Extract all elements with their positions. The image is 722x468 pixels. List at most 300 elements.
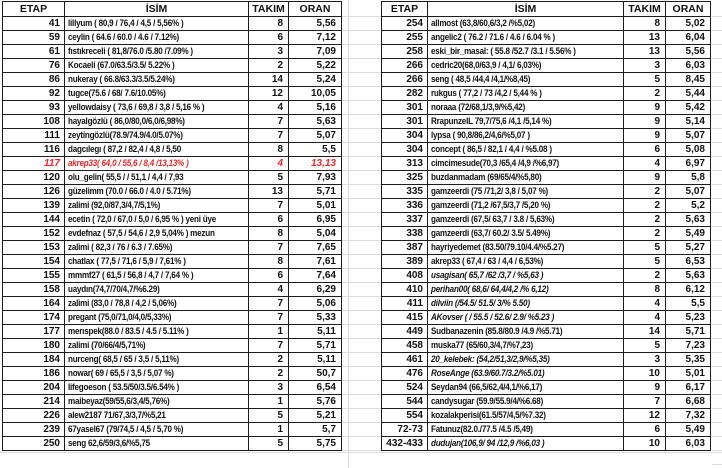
cell-oran[interactable]: 6,68	[666, 395, 711, 409]
cell-isim[interactable]: RrapunzelL 79,7/75,6 /4,1 /5,14 %)	[428, 115, 624, 129]
cell-takim[interactable]: 5	[249, 171, 289, 185]
cell-etap[interactable]: 432-433	[382, 437, 428, 451]
cell-isim[interactable]: merıspek(88.0 / 83.5 / 4.5 / 5.11% )	[65, 325, 249, 339]
cell-oran[interactable]: 5,71	[666, 325, 711, 339]
cell-isim[interactable]: akrep33 ( 67,4 / 63 / 4,4 / 6,53%)	[428, 255, 624, 269]
cell-etap[interactable]: 174	[3, 311, 65, 325]
table-row	[3, 353, 342, 367]
column-header-isim[interactable]: İSİM	[65, 2, 249, 17]
cell-oran[interactable]: 5,5	[289, 143, 342, 157]
cell-etap[interactable]: 184	[3, 353, 65, 367]
cell-isim[interactable]: dagcılegı ( 87,2 / 82,4 / 4,8 / 5,50	[65, 143, 249, 157]
cell-etap[interactable]: 155	[3, 269, 65, 283]
cell-oran[interactable]: 5,56	[289, 17, 342, 31]
cell-isim[interactable]: cimcimesude(70,3 /65,4 /4,9 /%6,97)	[428, 157, 624, 171]
cell-takim[interactable]: 10	[624, 437, 666, 451]
cell-isim[interactable]: akrep33( 64,0 / 55,6 / 8,4 /13,13% )	[65, 157, 249, 171]
cell-takim[interactable]: 9	[624, 115, 666, 129]
cell-takim[interactable]: 2	[249, 353, 289, 367]
cell-oran[interactable]: 5,04	[289, 227, 342, 241]
cell-isim[interactable]: fıstıkreceli ( 81,8/76.0 /5.80 /7.09% )	[65, 45, 249, 59]
cell-etap[interactable]: 250	[3, 437, 65, 451]
cell-takim[interactable]: 1	[249, 395, 289, 409]
cell-etap[interactable]: 408	[382, 269, 428, 283]
cell-oran[interactable]: 50,7	[289, 367, 342, 381]
cell-isim[interactable]: mmmf27 ( 61,5 / 56,8 / 4,7 / 7,64 % )	[65, 269, 249, 283]
cell-takim[interactable]: 6	[249, 213, 289, 227]
cell-takim[interactable]: 2	[624, 199, 666, 213]
cell-isim[interactable]: evdefnaz ( 57,5 / 54,6 / 2,9 5,04% ) mezun	[65, 227, 249, 241]
column-header-takim[interactable]: TAKIM	[249, 2, 289, 17]
cell-oran[interactable]: 5,49	[666, 227, 711, 241]
cell-oran[interactable]: 5,76	[289, 395, 342, 409]
table-row	[382, 17, 711, 31]
column-header-etap[interactable]: ETAP	[3, 2, 65, 17]
cell-oran[interactable]: 5,23	[666, 311, 711, 325]
cell-etap[interactable]: 117	[3, 157, 65, 171]
cell-etap[interactable]: 254	[382, 17, 428, 31]
cell-etap[interactable]: 458	[382, 339, 428, 353]
cell-takim[interactable]: 4	[624, 297, 666, 311]
cell-takim[interactable]: 2	[624, 185, 666, 199]
cell-takim[interactable]: 3	[624, 353, 666, 367]
cell-oran[interactable]: 6,04	[666, 31, 711, 45]
cell-etap[interactable]: 304	[382, 129, 428, 143]
table-row	[382, 241, 711, 255]
cell-oran[interactable]: 6,17	[666, 381, 711, 395]
cell-oran[interactable]: 5,14	[666, 115, 711, 129]
cell-oran[interactable]: 7,93	[289, 171, 342, 185]
cell-etap[interactable]: 335	[382, 185, 428, 199]
cell-oran[interactable]: 7,12	[289, 31, 342, 45]
cell-etap[interactable]: 266	[382, 73, 428, 87]
cell-etap[interactable]: 152	[3, 227, 65, 241]
cell-isim[interactable]: muska77 (65/60,3/4,7/%7,23)	[428, 339, 624, 353]
cell-isim[interactable]: Kocaeli (67.0/63.5/3.5/ 5.22% )	[65, 59, 249, 73]
cell-isim[interactable]: cedric20(68,0/63,9 / 4,1/ 6,03%)	[428, 59, 624, 73]
table-row	[382, 185, 711, 199]
table-row	[382, 171, 711, 185]
cell-oran[interactable]: 7,23	[666, 339, 711, 353]
table-row	[382, 143, 711, 157]
cell-oran[interactable]: 5,5	[666, 297, 711, 311]
cell-takim[interactable]: 8	[249, 255, 289, 269]
cell-takim[interactable]: 2	[624, 213, 666, 227]
cell-takim[interactable]: 8	[249, 17, 289, 31]
cell-etap[interactable]: 226	[3, 409, 65, 423]
cell-oran[interactable]: 6,54	[289, 381, 342, 395]
cell-takim[interactable]: 13	[249, 185, 289, 199]
cell-etap[interactable]: 72-73	[382, 423, 428, 437]
table-row	[3, 115, 342, 129]
cell-isim[interactable]: nurceng( 68,5 / 65 / 3,5 / 5,11%)	[65, 353, 249, 367]
cell-oran[interactable]: 5,63	[289, 115, 342, 129]
cell-oran[interactable]: 5,75	[289, 437, 342, 451]
cell-etap[interactable]: 449	[382, 325, 428, 339]
cell-etap[interactable]: 144	[3, 213, 65, 227]
table-row	[3, 367, 342, 381]
cell-takim[interactable]: 6	[624, 143, 666, 157]
cell-isim[interactable]: gamzeerdi (71,2 /67,5/3,7 /5,20 %)	[428, 199, 624, 213]
cell-oran[interactable]: 5,42	[666, 101, 711, 115]
table-row	[382, 31, 711, 45]
left-table	[2, 1, 342, 451]
column-header-oran[interactable]: ORAN	[666, 2, 711, 17]
cell-oran[interactable]: 8,45	[666, 73, 711, 87]
table-row	[3, 129, 342, 143]
cell-takim[interactable]: 1	[249, 325, 289, 339]
cell-takim[interactable]: 4	[624, 157, 666, 171]
cell-oran[interactable]: 5,71	[289, 185, 342, 199]
table-row	[382, 157, 711, 171]
cell-isim[interactable]: ecetin ( 72,0 / 67,0 / 5,0 / 6,95 % ) yeni üye	[65, 213, 249, 227]
cell-oran[interactable]: 6,29	[289, 283, 342, 297]
table-row	[382, 367, 711, 381]
cell-takim[interactable]: 14	[624, 325, 666, 339]
cell-etap[interactable]: 204	[3, 381, 65, 395]
cell-etap[interactable]: 415	[382, 311, 428, 325]
cell-isim[interactable]: dilviin (/54.5/ 51.5/ 3/% 5.50)	[428, 297, 624, 311]
cell-takim[interactable]: 5	[624, 241, 666, 255]
table-row	[3, 213, 342, 227]
cell-takim[interactable]: 4	[249, 157, 289, 171]
header-row	[3, 2, 342, 17]
cell-etap[interactable]: 266	[382, 59, 428, 73]
cell-isim[interactable]: olu_gelin( 55,5 / / 51,1 / 4,4 / 7,93	[65, 171, 249, 185]
cell-takim[interactable]: 5	[249, 409, 289, 423]
cell-oran[interactable]: 5,24	[289, 73, 342, 87]
cell-takim[interactable]: 14	[249, 73, 289, 87]
cell-oran[interactable]: 7,65	[289, 241, 342, 255]
cell-isim[interactable]: yellowdaisy ( 73,6 / 69,8 / 3,8 / 5,16 % )	[65, 101, 249, 115]
cell-etap[interactable]: 108	[3, 115, 65, 129]
cell-etap[interactable]: 61	[3, 45, 65, 59]
cell-isim[interactable]: 67yasel67 (79/74,5 / 4,5 / 5,70 %)	[65, 423, 249, 437]
cell-isim[interactable]: tugce(75.6 / 68/ 7.6/10.05%)	[65, 87, 249, 101]
cell-oran[interactable]: 5,71	[289, 339, 342, 353]
cell-takim[interactable]: 5	[624, 255, 666, 269]
cell-takim[interactable]: 7	[249, 115, 289, 129]
cell-oran[interactable]: 5,49	[666, 423, 711, 437]
cell-isim[interactable]: zeytingözlü(78.9/74.9/4.0/5.07%)	[65, 129, 249, 143]
cell-takim[interactable]: 2	[249, 367, 289, 381]
cell-isim[interactable]: dudujan(106,9/ 94 /12,9 /%6,03 )	[428, 437, 624, 451]
cell-isim[interactable]: pregant (75,0/71,0/4,0/5,33%)	[65, 311, 249, 325]
table-row	[382, 283, 711, 297]
cell-etap[interactable]: 93	[3, 101, 65, 115]
column-header-etap[interactable]: ETAP	[382, 2, 428, 17]
cell-takim[interactable]: 4	[249, 101, 289, 115]
table-row	[3, 185, 342, 199]
cell-isim[interactable]: concept ( 86,5 / 82,1 / 4,4 / %5.08 )	[428, 143, 624, 157]
table-row	[382, 437, 711, 451]
cell-etap[interactable]: 158	[3, 283, 65, 297]
table-row	[3, 199, 342, 213]
cell-isim[interactable]: alew2187 71/67,3/3,7/%5,21	[65, 409, 249, 423]
cell-etap[interactable]: 313	[382, 157, 428, 171]
cell-etap[interactable]: 86	[3, 73, 65, 87]
cell-takim[interactable]: 9	[624, 171, 666, 185]
table-row	[382, 73, 711, 87]
table-row	[382, 59, 711, 73]
cell-takim[interactable]: 5	[624, 73, 666, 87]
cell-etap[interactable]: 154	[3, 255, 65, 269]
table-row	[3, 59, 342, 73]
table-row	[382, 101, 711, 115]
cell-isim[interactable]: buzdanmadam (69/65/4/%5,80)	[428, 171, 624, 185]
cell-takim[interactable]: 9	[624, 129, 666, 143]
cell-takim[interactable]: 2	[624, 87, 666, 101]
cell-isim[interactable]: nowar( 69 / 65,5 / 3,5 / 5,07 %)	[65, 367, 249, 381]
cell-etap[interactable]: 116	[3, 143, 65, 157]
cell-etap[interactable]: 111	[3, 129, 65, 143]
cell-takim[interactable]: 8	[249, 143, 289, 157]
column-header-takim[interactable]: TAKIM	[624, 2, 666, 17]
column-header-oran[interactable]: ORAN	[289, 2, 342, 17]
cell-isim[interactable]: gamzeerdi (67,5/ 63,7 / 3.8 / 5,63%)	[428, 213, 624, 227]
cell-oran[interactable]: 5,63	[666, 269, 711, 283]
cell-takim[interactable]: 6	[624, 423, 666, 437]
cell-etap[interactable]: 258	[382, 45, 428, 59]
cell-takim[interactable]: 2	[624, 269, 666, 283]
cell-isim[interactable]: rukgus ( 77,2 / 73 /4,2 / 5,44 % )	[428, 87, 624, 101]
cell-oran[interactable]: 5,7	[289, 423, 342, 437]
cell-etap[interactable]: 177	[3, 325, 65, 339]
cell-takim[interactable]: 1	[249, 423, 289, 437]
cell-etap[interactable]: 186	[3, 367, 65, 381]
cell-etap[interactable]: 544	[382, 395, 428, 409]
cell-etap[interactable]: 411	[382, 297, 428, 311]
cell-etap[interactable]: 282	[382, 87, 428, 101]
cell-oran[interactable]: 5,63	[666, 213, 711, 227]
cell-oran[interactable]: 6,12	[666, 283, 711, 297]
cell-takim[interactable]: 2	[249, 59, 289, 73]
table-row	[382, 199, 711, 213]
cell-takim[interactable]: 7	[624, 395, 666, 409]
cell-isim[interactable]: zalimi (70/66/4/5,71%)	[65, 339, 249, 353]
cell-takim[interactable]: 3	[249, 381, 289, 395]
cell-oran[interactable]: 5,02	[666, 17, 711, 31]
cell-oran[interactable]: 5,07	[666, 185, 711, 199]
cell-oran[interactable]: 5,11	[289, 325, 342, 339]
cell-takim[interactable]: 3	[624, 59, 666, 73]
cell-takim[interactable]: 9	[624, 101, 666, 115]
cell-etap[interactable]: 59	[3, 31, 65, 45]
cell-takim[interactable]: 8	[249, 227, 289, 241]
cell-oran[interactable]: 6,03	[666, 437, 711, 451]
cell-takim[interactable]: 7	[249, 241, 289, 255]
cell-oran[interactable]: 5,01	[289, 199, 342, 213]
cell-etap[interactable]: 139	[3, 199, 65, 213]
cell-isim[interactable]: Seydan94 (66,5/62,4/4,1/%6,17)	[428, 381, 624, 395]
cell-isim[interactable]: perihan00( 68,6/ 64,4/4,2 /% 6,12)	[428, 283, 624, 297]
cell-etap[interactable]: 337	[382, 213, 428, 227]
cell-isim[interactable]: RoseAnge (63.9/60.7/3.2/%5.01)	[428, 367, 624, 381]
cell-etap[interactable]: 153	[3, 241, 65, 255]
table-row	[3, 31, 342, 45]
table-row	[3, 297, 342, 311]
cell-etap[interactable]: 180	[3, 339, 65, 353]
cell-isim[interactable]: 20_kelebek: (54,2/51,3/2,9/%5,35)	[428, 353, 624, 367]
cell-oran[interactable]: 6,97	[666, 157, 711, 171]
cell-oran[interactable]: 5,06	[289, 297, 342, 311]
cell-oran[interactable]: 5,07	[289, 129, 342, 143]
cell-isim[interactable]: Sudbanazenin (85.8/80.9 /4.9 /%5.71)	[428, 325, 624, 339]
cell-isim[interactable]: seng 62,6/59/3,6/%5,75	[65, 437, 249, 451]
column-header-isim[interactable]: İSİM	[428, 2, 624, 17]
cell-takim[interactable]: 12	[624, 409, 666, 423]
cell-etap[interactable]: 41	[3, 17, 65, 31]
cell-isim[interactable]: seng ( 48,5 /44,4 /4,1/%8,45)	[428, 73, 624, 87]
cell-takim[interactable]: 4	[249, 283, 289, 297]
cell-oran[interactable]: 5,27	[666, 241, 711, 255]
table-row	[382, 353, 711, 367]
cell-oran[interactable]: 7,09	[289, 45, 342, 59]
table-row	[382, 409, 711, 423]
cell-oran[interactable]: 7,61	[289, 255, 342, 269]
cell-oran[interactable]: 7,64	[289, 269, 342, 283]
right-table	[381, 1, 711, 451]
cell-takim[interactable]: 6	[249, 269, 289, 283]
cell-isim[interactable]: lypsa ( 90,8/86,2/4,6/%5,07 )	[428, 129, 624, 143]
cell-takim[interactable]: 7	[249, 339, 289, 353]
cell-etap[interactable]: 164	[3, 297, 65, 311]
cell-isim[interactable]: hayriyedemet (83.50/79.10/4.4/%5.27)	[428, 241, 624, 255]
cell-oran[interactable]: 13,13	[289, 157, 342, 171]
table-row	[3, 269, 342, 283]
cell-isim[interactable]: angelic2 ( 76.2 / 71.6 / 4.6 / 6.04 % )	[428, 31, 624, 45]
cell-takim[interactable]: 13	[624, 31, 666, 45]
cell-oran[interactable]: 6,53	[666, 255, 711, 269]
cell-isim[interactable]: zalimi ( 82,3 / 76 / 6.3 / 7.65%)	[65, 241, 249, 255]
table-row	[3, 87, 342, 101]
cell-takim[interactable]: 8	[624, 17, 666, 31]
cell-etap[interactable]: 214	[3, 395, 65, 409]
cell-etap[interactable]: 120	[3, 171, 65, 185]
table-row	[382, 395, 711, 409]
cell-takim[interactable]: 13	[624, 45, 666, 59]
table-row	[3, 409, 342, 423]
cell-takim[interactable]: 8	[624, 283, 666, 297]
cell-oran[interactable]: 5,07	[666, 129, 711, 143]
cell-etap[interactable]: 476	[382, 367, 428, 381]
table-row	[382, 311, 711, 325]
cell-isim[interactable]: lillyum ( 80,9 / 76,4 / 4,5 / 5,56% )	[65, 17, 249, 31]
cell-etap[interactable]: 325	[382, 171, 428, 185]
cell-isim[interactable]: lifegoeson ( 53.5/50/3.5/6.54% )	[65, 381, 249, 395]
table-row	[382, 227, 711, 241]
cell-oran[interactable]: 10,05	[289, 87, 342, 101]
cell-takim[interactable]: 4	[624, 311, 666, 325]
table-row	[382, 269, 711, 283]
cell-isim[interactable]: uaydın(74,7/70/4,7/%6.29)	[65, 283, 249, 297]
cell-oran[interactable]: 5,08	[666, 143, 711, 157]
cell-takim[interactable]: 6	[249, 31, 289, 45]
cell-etap[interactable]: 304	[382, 143, 428, 157]
cell-etap[interactable]: 389	[382, 255, 428, 269]
cell-oran[interactable]: 5,21	[289, 409, 342, 423]
cell-isim[interactable]: noraaa (72/68,1/3,9/%5,42)	[428, 101, 624, 115]
cell-etap[interactable]: 126	[3, 185, 65, 199]
cell-isim[interactable]: Fatunuz(82.0./77.5 /4.5 /5,49)	[428, 423, 624, 437]
table-row	[382, 115, 711, 129]
grid-right-strip	[712, 0, 722, 468]
cell-takim[interactable]: 7	[249, 129, 289, 143]
table-row	[3, 339, 342, 353]
table-row	[382, 87, 711, 101]
cell-oran[interactable]: 5,56	[666, 45, 711, 59]
cell-isim[interactable]: gamzeerdi (63,7/ 60.2/ 3.5/ 5.49%)	[428, 227, 624, 241]
cell-takim[interactable]: 12	[249, 87, 289, 101]
cell-oran[interactable]: 5,11	[289, 353, 342, 367]
cell-oran[interactable]: 5,16	[289, 101, 342, 115]
cell-isim[interactable]: eski_bir_masal: ( 55.8 /52.7 /3.1 / 5.56% )	[428, 45, 624, 59]
cell-isim[interactable]: nukeray ( 66.8/63.3/3.5/5.24%)	[65, 73, 249, 87]
cell-isim[interactable]: maibeyaz(59/55,6/3,4/5,76%)	[65, 395, 249, 409]
cell-isim[interactable]: chatlax ( 77,5 / 71,6 / 5,9 / 7,61% )	[65, 255, 249, 269]
cell-oran[interactable]: 5,35	[666, 353, 711, 367]
table-row	[3, 423, 342, 437]
cell-isim[interactable]: candysugar (59.9/55.9/4/%6.68)	[428, 395, 624, 409]
cell-etap[interactable]: 301	[382, 115, 428, 129]
cell-takim[interactable]: 7	[249, 297, 289, 311]
cell-takim[interactable]: 7	[249, 199, 289, 213]
cell-takim[interactable]: 10	[624, 367, 666, 381]
cell-takim[interactable]: 5	[249, 437, 289, 451]
cell-isim[interactable]: güzelimm (70.0 / 66.0 / 4.0 / 5.71%)	[65, 185, 249, 199]
cell-oran[interactable]: 5,2	[666, 199, 711, 213]
cell-etap[interactable]: 92	[3, 87, 65, 101]
cell-isim[interactable]: zalimi (83,0 / 78,8 / 4,2 / 5,06%)	[65, 297, 249, 311]
table-row	[3, 381, 342, 395]
cell-etap[interactable]: 239	[3, 423, 65, 437]
cell-etap[interactable]: 410	[382, 283, 428, 297]
table-row	[382, 255, 711, 269]
cell-etap[interactable]: 336	[382, 199, 428, 213]
cell-etap[interactable]: 301	[382, 101, 428, 115]
cell-oran[interactable]: 5,33	[289, 311, 342, 325]
cell-oran[interactable]: 5,01	[666, 367, 711, 381]
cell-oran[interactable]: 5,22	[289, 59, 342, 73]
cell-etap[interactable]: 387	[382, 241, 428, 255]
cell-takim[interactable]: 3	[249, 45, 289, 59]
cell-isim[interactable]: gamzeerdi (75 /71,2/ 3,8 / 5,07 %)	[428, 185, 624, 199]
table-row	[382, 297, 711, 311]
cell-etap[interactable]: 76	[3, 59, 65, 73]
cell-isim[interactable]: usagisan( 65,7 /62 /3,7 / %5,63 )	[428, 269, 624, 283]
cell-takim[interactable]: 5	[624, 339, 666, 353]
cell-takim[interactable]: 9	[624, 381, 666, 395]
cell-isim[interactable]: AKovser ( / 55.5 / 52.6/ 2.9/ %5.23 )	[428, 311, 624, 325]
cell-isim[interactable]: hayalgözlü ( 86,0/80,0/6,0/6,98%)	[65, 115, 249, 129]
cell-etap[interactable]: 554	[382, 409, 428, 423]
cell-etap[interactable]: 255	[382, 31, 428, 45]
cell-oran[interactable]: 5,44	[666, 87, 711, 101]
cell-oran[interactable]: 6,95	[289, 213, 342, 227]
cell-isim[interactable]: allmost (63,8/60,6/3,2 /%5,02)	[428, 17, 624, 31]
cell-isim[interactable]: ceylin ( 64.6 / 60.0 / 4.6 / 7.12%)	[65, 31, 249, 45]
cell-takim[interactable]: 7	[249, 311, 289, 325]
cell-etap[interactable]: 461	[382, 353, 428, 367]
cell-etap[interactable]: 524	[382, 381, 428, 395]
cell-oran[interactable]: 5,8	[666, 171, 711, 185]
cell-isim[interactable]: zalimi (92,0/87,3/4,7/5,1%)	[65, 199, 249, 213]
cell-isim[interactable]: kozalakperisi(61.5/57/4,5/%7.32)	[428, 409, 624, 423]
cell-oran[interactable]: 7,32	[666, 409, 711, 423]
cell-oran[interactable]: 6,03	[666, 59, 711, 73]
cell-takim[interactable]: 2	[624, 227, 666, 241]
cell-etap[interactable]: 338	[382, 227, 428, 241]
